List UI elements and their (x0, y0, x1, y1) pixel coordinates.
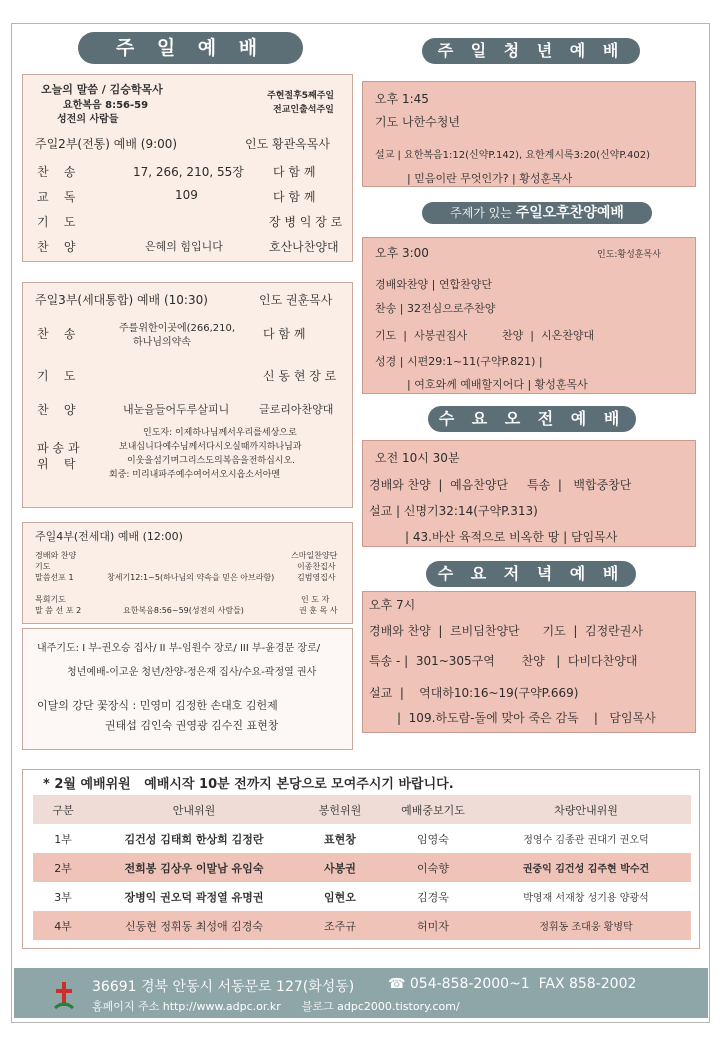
duty-cell: 이숙향 (417, 861, 449, 875)
wed-morning-box (362, 440, 696, 547)
praise-line: | 여호와께 예배할지어다 | 황성훈목사 (407, 378, 588, 391)
intercession-line: 청년예배-이고운 청년/찬양-정은재 집사/수요-곽정열 권사 (67, 667, 317, 678)
service-3-send-line: 회중: 미리내파주예수여어서오시옵소서아멘 (109, 470, 281, 480)
duty-header: 구분 (52, 803, 74, 817)
footer-address: 36691 경북 안동시 서동문로 127(화성동) (92, 979, 355, 995)
duty-row (33, 824, 691, 853)
wed-pm-line: 경배와 찬양 | 르비딤찬양단 기도 | 김정란권사 (369, 624, 643, 638)
wed-am-time: 오전 10시 30분 (375, 451, 460, 465)
service-3-send-line: 보내십니다예수님께서다시오실때까지하나님과 (119, 442, 302, 452)
sunday-worship-title: 주 일 예 배 (78, 32, 303, 64)
wed-evening-box (362, 591, 696, 733)
sermon-line-2: 요한복음 8:56-59 (63, 100, 149, 111)
youth-sermon-1: 설교 | 요한복음1:12(신약P.142), 요한계시록3:20(신약P.402) (375, 150, 650, 161)
service-3-hymn-1: 주를위한이곳에(266,210, (119, 323, 236, 334)
duty-row (33, 882, 691, 911)
service-4-right: 김범영집사 (297, 573, 336, 582)
service-2-row-k: 찬 송 (37, 165, 76, 179)
service-2-row-v: 109 (175, 188, 198, 202)
wed-pm-line: | 109.하도람-돌에 맞아 죽은 감독 | 담임목사 (397, 711, 656, 725)
service-3-praise-r: 글로리아찬양대 (259, 403, 334, 416)
service-3-hymn-r: 다 함 께 (263, 327, 306, 341)
service-4-mid: 창세기12:1~5(하나님의 약속을 믿은 아브라함) (107, 573, 275, 582)
youth-worship-title: 주 일 청 년 예 배 (422, 38, 640, 64)
service-4-left: 경배와 찬양 (35, 551, 77, 560)
duty-header: 봉헌위원 (318, 803, 362, 817)
afternoon-praise-box (362, 237, 696, 394)
footer-web[interactable]: 홈페이지 주소 http://www.adpc.or.kr 블로그 adpc2000.tistory.com/ (92, 1000, 460, 1013)
service-4-right: 인 도 자 (301, 595, 330, 604)
duty-row (33, 853, 691, 882)
service-3-praise-label: 찬 양 (37, 403, 76, 417)
sermon-right-1: 주현절후5째주일 (267, 91, 335, 101)
wed-morning-title: 수 요 오 전 예 배 (428, 406, 636, 432)
service-4-header: 주일4부(전세대) 예배 (12:00) (35, 530, 183, 543)
footer (14, 968, 708, 1018)
intercession-box (22, 628, 353, 750)
sermon-right-2: 전교인출석주일 (273, 105, 334, 115)
service-3-hymn-label: 찬 송 (37, 327, 76, 341)
afternoon-praise-banner-small: 주제가 있는 (450, 206, 516, 220)
afternoon-praise-banner (422, 202, 652, 224)
wed-pm-line: 특송 - | 301~305구역 찬양 | 다비다찬양대 (369, 654, 638, 668)
sunday-service-3-box (22, 282, 353, 508)
duty-cell: 표현창 (324, 832, 356, 846)
duty-header: 예배중보기도 (401, 803, 465, 817)
sunday-service-4-box (22, 522, 353, 624)
duty-cell: 장병익 권오덕 곽정열 유명권 (124, 890, 264, 904)
duty-cell: 김경욱 (417, 890, 449, 904)
service-2-row-v: 17, 266, 210, 55장 (133, 165, 244, 179)
service-3-pray-label: 기 도 (37, 369, 76, 383)
duty-cell: 정휘동 조대웅 황병탁 (539, 922, 633, 933)
praise-line: 성경 | 시편29:1~11(구약P.821) | (375, 355, 543, 368)
wed-evening-title: 수 요 저 녁 예 배 (426, 561, 636, 587)
wed-am-line: 경배와 찬양 | 예음찬양단 특송 | 백합중창단 (369, 478, 632, 492)
duty-row (33, 911, 691, 940)
service-3-praise-v: 내눈을들어두루살피니 (123, 403, 230, 416)
duty-table (33, 795, 691, 940)
praise-line: 찬송 | 32전심으로주찬양 (375, 302, 496, 315)
wed-am-line: 설교 | 신명기32:14(구약P.313) (369, 504, 538, 518)
duty-cell: 정영수 김종관 권대기 권오덕 (523, 835, 649, 846)
duty-cell: 사봉권 (324, 861, 356, 875)
praise-line: 경배와찬양 | 연합찬양단 (375, 278, 492, 291)
service-4-right: 스마일찬양단 (291, 551, 338, 560)
service-4-left: 목회기도 (35, 595, 66, 604)
church-logo-icon (54, 980, 74, 1010)
service-3-header: 주일3부(세대통합) 예배 (10:30) (35, 293, 208, 307)
duty-header: 차량안내위원 (554, 803, 618, 817)
duty-cell: 전희봉 김상우 이말남 유임숙 (124, 861, 264, 875)
service-3-leader: 인도 권훈목사 (259, 293, 333, 307)
duty-cell: 임현오 (324, 890, 356, 904)
service-3-send-line: 이웃을섬기며그리스도의복음을전하십시오. (127, 456, 296, 466)
duty-cell: 박영재 서재창 성기용 양광석 (523, 893, 649, 904)
duty-cell: 조주규 (324, 919, 356, 933)
intercession-line: 내주기도: I 부-권오승 집사/ II 부-임원수 장로/ III 부-윤경문 장로/ (37, 643, 321, 654)
sermon-line-1: 오늘의 말씀 / 김승학목사 (41, 83, 163, 96)
duty-cell: 권중익 김건성 김주현 박수건 (522, 864, 650, 875)
service-4-right: 이종찬집사 (297, 562, 336, 571)
wed-am-line: | 43.바산 육적으로 비옥한 땅 | 담임목사 (405, 530, 618, 544)
wed-pm-time: 오후 7시 (369, 598, 416, 612)
praise-leader: 인도:황성훈목사 (597, 250, 661, 260)
service-2-row-r: 다 함 께 (273, 190, 316, 204)
service-4-left: 말씀선포 1 (35, 573, 74, 582)
service-2-row-v: 은혜의 힘입니다 (145, 240, 223, 253)
duty-title: * 2월 예배위원 예배시작 10분 전까지 본당으로 모여주시기 바랍니다. (43, 777, 454, 792)
wed-pm-line: 설교 | 역대하10:16~19(구약P.669) (369, 686, 579, 700)
footer-phone: ☎ 054-858-2000~1 FAX 858-2002 (388, 976, 637, 992)
duty-cell: 임영숙 (417, 832, 449, 846)
sermon-line-3: 성전의 사람들 (57, 114, 119, 125)
youth-time: 오후 1:45 (375, 92, 429, 106)
service-3-send-line: 인도자: 이제하나님께서우리를세상으로 (143, 428, 297, 438)
afternoon-praise-banner-big: 주일오후찬양예배 (515, 205, 624, 221)
youth-worship-box (362, 81, 696, 187)
duty-cell: 신동현 정휘동 최성애 김경숙 (124, 919, 263, 933)
service-4-left: 기도 (35, 562, 51, 571)
duty-header-row (33, 795, 691, 824)
service-2-row-k: 기 도 (37, 215, 76, 229)
praise-line: 기도 | 사봉권집사 찬양 | 시온찬양대 (375, 329, 595, 342)
service-2-leader: 인도 황관옥목사 (245, 137, 330, 151)
service-2-row-k: 교 독 (37, 190, 76, 204)
service-3-hymn-2: 하나님의약속 (133, 337, 191, 348)
youth-pray: 기도 나한수청년 (375, 115, 460, 129)
service-2-row-k: 찬 양 (37, 240, 76, 254)
service-4-right: 권 훈 목 사 (299, 606, 338, 615)
duty-cell: 김건성 김태희 한상희 김정란 (124, 832, 264, 846)
service-3-pray-r: 신 동 현 장 로 (263, 369, 337, 383)
duty-header: 안내위원 (172, 803, 216, 817)
youth-sermon-2: | 믿음이란 무엇인가? | 황성훈목사 (407, 172, 573, 185)
service-4-mid: 요한복음8:56~59(성전의 사람들) (123, 606, 244, 615)
service-3-send-label-1: 파 송 과 (37, 441, 80, 455)
praise-time: 오후 3:00 (375, 246, 429, 260)
duty-box (22, 769, 700, 949)
service-2-row-r: 장 병 익 장 로 (269, 215, 343, 229)
service-3-send-label-2: 위 탁 (37, 457, 76, 471)
service-2-header: 주일2부(전통) 예배 (9:00) (35, 137, 178, 151)
sunday-service-2-box (22, 74, 353, 262)
duty-cell: 4부 (54, 919, 72, 933)
flower-line: 이달의 강단 꽃장식 : 민영미 김정한 손대호 김헌제 (37, 699, 278, 712)
duty-cell: 허미자 (417, 919, 449, 933)
service-4-left: 말 씀 선 포 2 (35, 606, 82, 615)
duty-cell: 3부 (54, 890, 72, 904)
flower-line: 권태섭 김인숙 권영광 김수진 표현창 (105, 719, 279, 732)
duty-cell: 1부 (54, 832, 72, 846)
duty-cell: 2부 (54, 861, 72, 875)
service-2-row-r: 호산나찬양대 (269, 240, 339, 254)
service-2-row-r: 다 함 께 (273, 165, 316, 179)
